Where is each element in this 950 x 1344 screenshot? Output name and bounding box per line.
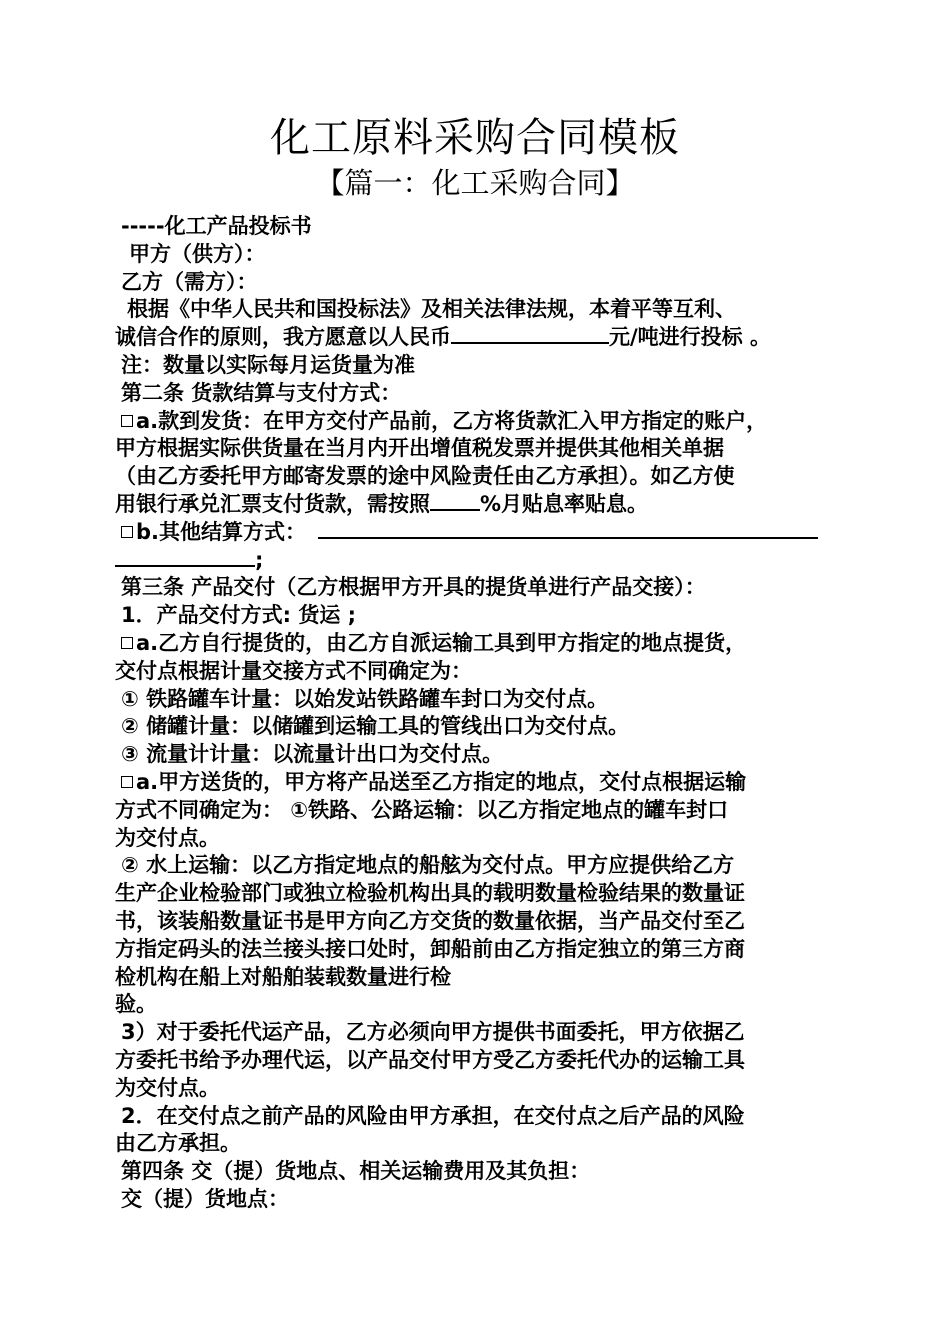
metering-rail-tank: ① 铁路罐车计量：以始发站铁路罐车封口为交付点。: [121, 686, 609, 711]
article-2-option-a-line-4-text-a: 用银行承兑汇票支付货款，需按照: [115, 491, 430, 516]
other-settlement-blank[interactable]: [318, 519, 818, 539]
intro-line-2: [115, 324, 840, 352]
intro-line-2-text-b: 元/吨进行投标 。: [609, 325, 771, 350]
water-transport-line-2: 生产企业检验部门或独立检验机构出具的载明数量检验结果的数量证: [115, 881, 745, 906]
article-2-option-a-line-4: [115, 491, 840, 519]
party-b-line: 乙方（需方）：: [121, 269, 258, 294]
article-2-option-a-line-4-text-b: %月贴息率贴息。: [480, 491, 649, 516]
article-3-option-a2-line-1: [115, 769, 840, 797]
water-transport-line-5: 检机构在船上对船舶装载数量进行检: [115, 964, 451, 989]
article-3-option-a2-line-3: 为交付点。: [115, 825, 220, 850]
tender-heading: -----化工产品投标书: [121, 214, 312, 238]
checkbox-icon[interactable]: [121, 776, 133, 788]
other-settlement-blank-continued[interactable]: [115, 547, 255, 567]
checkbox-icon[interactable]: [121, 637, 133, 649]
water-transport-line-3: 书，该装船数量证书是甲方向乙方交货的数量依据，当产品交付至乙: [115, 908, 745, 933]
article-3-option-a2-line-2: 方式不同确定为： ①铁路、公路运输：以乙方指定地点的罐车封口: [115, 797, 729, 822]
metering-flow-meter: ③ 流量计计量：以流量计出口为交付点。: [121, 742, 504, 767]
note-line: 注：数量以实际每月运货量为准: [121, 352, 415, 377]
article-3-option-a2-text: a.甲方送货的，甲方将产品送至乙方指定的地点，交付点根据运输: [136, 769, 747, 794]
checkbox-icon[interactable]: [121, 415, 133, 427]
article-3-option-a1-line-2: 交付点根据计量交接方式不同确定为：: [115, 658, 472, 683]
document-title: 化工原料采购合同模板: [270, 115, 680, 161]
article-2-option-a-line-3: （由乙方委托甲方邮寄发票的途中风险责任由乙方承担）。如乙方使: [115, 464, 735, 489]
article-4-heading: 第四条 交（提）货地点、相关运输费用及其负担：: [121, 1159, 591, 1184]
document-body: [115, 213, 840, 1214]
article-3-item-2-line-1: 2．在交付点之前产品的风险由甲方承担，在交付点之后产品的风险: [121, 1103, 745, 1128]
article-2-option-b-end: ;: [255, 547, 264, 572]
article-3-item-1: 1．产品交付方式: 货运 ;: [121, 603, 357, 628]
article-3-item-3-line-1: 3）对于委托代运产品，乙方必须向甲方提供书面委托，甲方依据乙: [121, 1020, 745, 1045]
article-2-option-a-line-2: 甲方根据实际供货量在当月内开出增值税发票并提供其他相关单据: [115, 436, 724, 461]
article-2-heading: 第二条 货款结算与支付方式：: [121, 380, 402, 405]
article-3-item-3-line-3: 为交付点。: [115, 1075, 220, 1100]
article-4-place: 交（提）货地点：: [121, 1186, 289, 1211]
water-transport-line-1: ② 水上运输：以乙方指定地点的船舷为交付点。甲方应提供给乙方: [121, 853, 735, 878]
price-blank[interactable]: [451, 324, 609, 344]
intro-line-1: 根据《中华人民共和国投标法》及相关法律法规，本着平等互利、: [127, 297, 736, 322]
water-transport-line-4: 方指定码头的法兰接头接口处时，卸船前由乙方指定独立的第三方商: [115, 936, 745, 961]
article-3-item-3-line-2: 方委托书给予办理代运，以产品交付甲方受乙方委托代办的运输工具: [115, 1047, 745, 1072]
article-3-heading: 第三条 产品交付（乙方根据甲方开具的提货单进行产品交接）：: [121, 575, 706, 600]
article-3-option-a1-text: a.乙方自行提货的，由乙方自派运输工具到甲方指定的地点提货，: [136, 630, 747, 655]
checkbox-icon[interactable]: [121, 526, 133, 538]
article-2-option-a-text: a.款到发货：在甲方交付产品前，乙方将货款汇入甲方指定的账户，: [136, 408, 768, 433]
article-2-option-b-line-2: [115, 547, 840, 575]
article-2-option-a-line-1: [115, 408, 840, 436]
water-transport-line-6: 验。: [115, 992, 157, 1017]
metering-storage-tank: ② 储罐计量：以储罐到运输工具的管线出口为交付点。: [121, 714, 630, 739]
article-2-option-b-line-1: [115, 519, 840, 547]
article-3-option-a1-line-1: [115, 630, 840, 658]
party-a-line: 甲方（供方）：: [129, 241, 266, 266]
article-2-option-b-text: b.其他结算方式：: [136, 519, 307, 544]
intro-line-2-text-a: 诚信合作的原则，我方愿意以人民币: [115, 325, 451, 350]
discount-rate-blank[interactable]: [430, 491, 480, 511]
document-subtitle: 【篇一：化工采购合同】: [315, 166, 635, 200]
article-3-item-2-line-2: 由乙方承担。: [115, 1131, 241, 1156]
